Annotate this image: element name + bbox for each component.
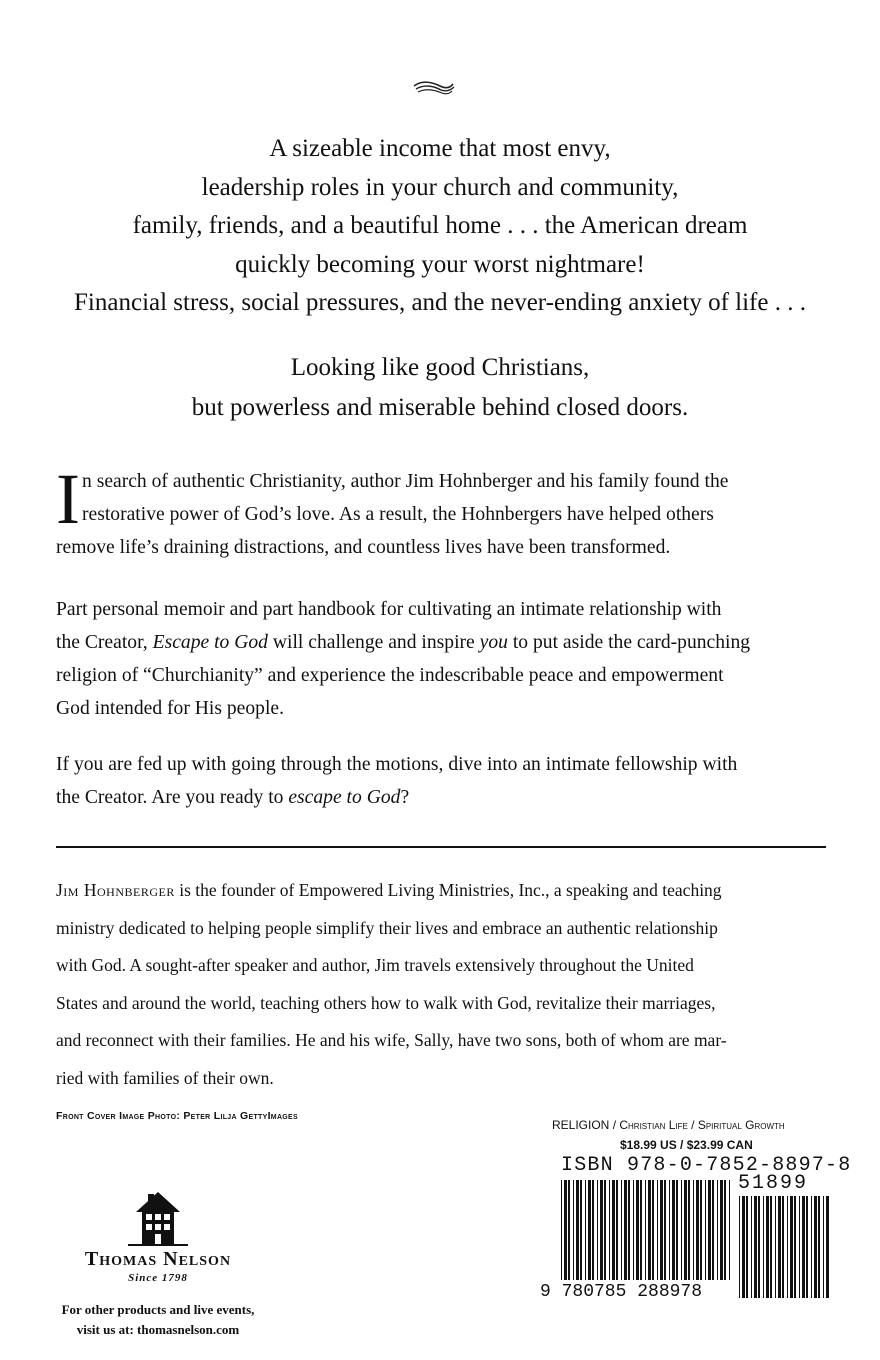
drop-cap: I: [56, 459, 80, 539]
barcode-bar: [799, 1196, 800, 1298]
barcode-bar: [778, 1196, 781, 1298]
tagline-line: family, friends, and a beautiful home . . . the American dream: [132, 212, 748, 239]
barcode-bar: [811, 1196, 812, 1298]
barcode-bar: [794, 1196, 796, 1298]
barcode-bar: [751, 1196, 752, 1298]
visit-line: visit us at: thomasnelson.com: [76, 1322, 240, 1337]
isbn-label: ISBN 978-0-7852-8897-8: [561, 1154, 852, 1177]
author-name: Jim Hohnberger: [56, 880, 175, 900]
text-run: will challenge and inspire: [267, 632, 480, 653]
barcode-bar: [705, 1180, 706, 1280]
barcode-addon: [738, 1196, 830, 1298]
bio-line: ried with families of their own.: [56, 1067, 274, 1088]
barcode-bar: [742, 1196, 745, 1298]
barcode-bar: [597, 1180, 598, 1280]
text-run: ?: [400, 787, 410, 808]
barcode-bar: [672, 1180, 675, 1280]
barcode-bar: [669, 1180, 670, 1280]
barcode-bar: [823, 1196, 824, 1298]
bio-line: with God. A sought-after speaker and author, Jim travels extensively throughout the United: [56, 955, 694, 975]
paragraph-line: remove life’s draining distractions, and countless lives have been transformed.: [56, 537, 671, 558]
publisher-visit: [50, 1300, 266, 1340]
barcode-bar: [609, 1180, 610, 1280]
paragraph-line: religion of “Churchianity” and experience the indescribable peace and empowerment: [56, 665, 724, 686]
subtagline: [40, 348, 840, 428]
paragraph-line: restorative power of God’s love. As a result, the Hohnbergers have helped others: [82, 504, 714, 525]
barcode-bar: [652, 1180, 654, 1280]
barcode-main: [560, 1180, 732, 1298]
barcode-bar: [660, 1180, 663, 1280]
book-title: escape to God: [288, 787, 401, 808]
subtagline-line: but powerless and miserable behind closed doors.: [191, 394, 689, 421]
barcode-bar: [628, 1180, 630, 1280]
barcode-bar: [621, 1180, 622, 1280]
emphasis: you: [479, 632, 508, 653]
category-sub: / Christian Life / Spiritual Growth: [609, 1118, 785, 1132]
barcode-bar: [717, 1180, 718, 1280]
barcode-bar: [708, 1180, 711, 1280]
barcode-bar: [592, 1180, 594, 1280]
tagline-line: Financial stress, social pressures, and the never-ending anxiety of life . . .: [74, 289, 806, 316]
publisher-since: Since 1798: [128, 1272, 188, 1284]
intro-paragraph: [56, 459, 826, 564]
barcode-bar: [700, 1180, 702, 1280]
barcode-bar: [818, 1196, 820, 1298]
barcode-bar: [746, 1196, 748, 1298]
category-main: RELIGION: [552, 1118, 610, 1132]
paragraph-line: God intended for His people.: [56, 698, 284, 719]
price-label: $18.99 US / $23.99 CAN: [620, 1138, 753, 1152]
barcode-bar: [782, 1196, 784, 1298]
barcode-bar: [681, 1180, 682, 1280]
divider: [56, 846, 826, 848]
text-run: is the founder of Empowered Living Ministries, Inc., a speaking and teaching: [174, 880, 722, 900]
barcode-bar: [766, 1196, 769, 1298]
text-run: to put aside the card-punching: [507, 632, 751, 653]
barcode-bar: [636, 1180, 639, 1280]
barcode-bar: [826, 1196, 829, 1298]
barcode-bar: [729, 1180, 730, 1280]
barcode-bar: [600, 1180, 603, 1280]
bio-line: [56, 872, 826, 910]
barcode-bar: [612, 1180, 615, 1280]
visit-line: For other products and live events,: [61, 1302, 255, 1317]
barcode-bar: [814, 1196, 817, 1298]
barcode-bar: [561, 1180, 562, 1280]
tagline-line: A sizeable income that most envy,: [269, 135, 611, 162]
barcode-bar: [684, 1180, 687, 1280]
barcode-bar: [676, 1180, 678, 1280]
closing-paragraph: [56, 748, 826, 814]
barcode-bar: [758, 1196, 760, 1298]
barcode-bar: [790, 1196, 793, 1298]
barcode-bar: [775, 1196, 776, 1298]
tagline-line: quickly becoming your worst nightmare!: [235, 250, 645, 278]
barcode-bar: [688, 1180, 690, 1280]
barcode-bar: [763, 1196, 764, 1298]
barcode-bar: [604, 1180, 606, 1280]
description-paragraph: [56, 593, 826, 725]
paragraph-line: [56, 626, 826, 659]
category-label: [552, 1118, 785, 1132]
barcode-bar: [580, 1180, 582, 1280]
barcode-bar: [806, 1196, 808, 1298]
barcode-bar: [624, 1180, 627, 1280]
bio-line: and reconnect with their families. He and his wife, Sally, have two sons, both of whom are mar-: [56, 1030, 727, 1050]
author-bio: [56, 872, 826, 1097]
barcode-digits: 9 780785 288978: [540, 1282, 703, 1302]
barcode-bar: [754, 1196, 757, 1298]
barcode-bar: [585, 1180, 586, 1280]
text-run: the Creator,: [56, 632, 153, 653]
barcode-bar: [787, 1196, 788, 1298]
subtagline-line: Looking like good Christians,: [290, 354, 590, 381]
barcode-bar: [576, 1180, 579, 1280]
barcode-bar: [770, 1196, 772, 1298]
barcode-bar: [657, 1180, 658, 1280]
barcode-bar: [633, 1180, 634, 1280]
barcode-bar: [573, 1180, 574, 1280]
barcode-bar: [802, 1196, 805, 1298]
bio-line: ministry dedicated to helping people simplify their lives and embrace an authentic relationship: [56, 917, 718, 938]
barcode-bar: [588, 1180, 591, 1280]
barcode-bar: [720, 1180, 723, 1280]
barcode-bar: [712, 1180, 714, 1280]
barcode-bar: [645, 1180, 646, 1280]
tagline: [40, 130, 840, 323]
paragraph-line: [56, 781, 826, 814]
photo-credit: Front Cover Image Photo: Peter Lilja GettyImages: [56, 1110, 298, 1122]
barcode-bar: [616, 1180, 618, 1280]
publisher-name: Thomas Nelson: [84, 1248, 232, 1270]
book-title: Escape to God: [152, 632, 268, 653]
paragraph-line: n search of authentic Christianity, author Jim Hohnberger and his family found the: [82, 471, 729, 492]
barcode-bar: [564, 1180, 567, 1280]
house-logo-icon: [122, 1186, 194, 1248]
barcode-bar: [664, 1180, 666, 1280]
barcode-bar: [640, 1180, 642, 1280]
barcode-bar: [568, 1180, 570, 1280]
paragraph-line: Part personal memoir and part handbook for cultivating an intimate relationship with: [56, 599, 722, 620]
tagline-line: leadership roles in your church and community,: [201, 173, 679, 201]
barcode-addon-number: 51899: [738, 1172, 809, 1195]
barcode-bar: [739, 1196, 740, 1298]
text-run: the Creator. Are you ready to: [56, 787, 289, 808]
barcode-bar: [724, 1180, 726, 1280]
paragraph-line: If you are fed up with going through the motions, dive into an intimate fellowship with: [56, 754, 738, 775]
barcode-bar: [693, 1180, 694, 1280]
barcode-bar: [696, 1180, 699, 1280]
bio-line: States and around the world, teaching others how to walk with God, revitalize their marriages,: [56, 992, 716, 1013]
barcode-bar: [648, 1180, 651, 1280]
ornament-icon: [410, 78, 456, 98]
